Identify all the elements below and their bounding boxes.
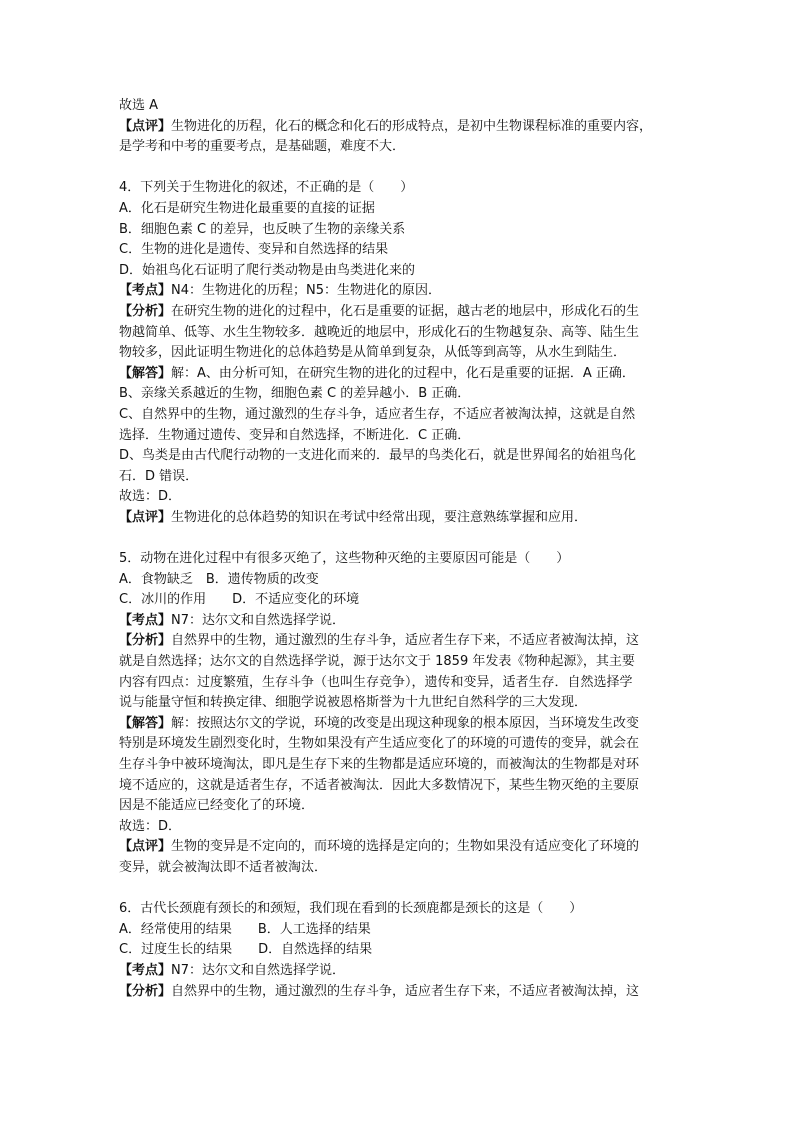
line-text: B、亲缘关系越近的生物，细胞色素 C 的差异越小．B 正确． <box>119 386 471 402</box>
document-body <box>119 96 677 1002</box>
line-text: 选择．生物通过遗传、变异和自然选择，不断进化．C 正确． <box>119 427 471 443</box>
line-text: 自然界中的生物，通过激烈的生存斗争，适应者生存下来，不适应者被淘汰掉，这 <box>171 983 640 999</box>
section-tag: 【分析】 <box>119 303 172 319</box>
line-text: C．冰川的作用 D．不适应变化的环境 <box>119 592 360 608</box>
paragraph-gap <box>119 879 677 900</box>
text-line <box>119 940 677 961</box>
text-line <box>119 652 677 673</box>
line-text: 生物的变异是不定向的，而环境的选择是定向的；生物如果没有适应变化了环境的 <box>171 839 640 855</box>
line-text: 生物进化的总体趋势的知识在考试中经常出现，要注意熟练掌握和应用． <box>171 509 588 525</box>
section-tag: 【解答】 <box>119 715 172 731</box>
text-line <box>119 426 677 447</box>
section-tag: 【点评】 <box>119 118 172 134</box>
text-line <box>119 837 677 858</box>
line-text: 生存斗争中被环境淘汰，即凡是生存下来的生物都是适应环境的，而被淘汰的生物都是对环 <box>119 757 640 772</box>
line-text: 物越简单、低等、水生生物较多．越晚近的地层中，形成化石的生物越复杂、高等、陆生生 <box>119 324 640 340</box>
text-line <box>119 178 677 199</box>
line-text: N4：生物进化的历程；N5：生物进化的原因． <box>171 283 442 299</box>
text-line <box>119 384 677 405</box>
text-line <box>119 590 677 611</box>
line-text: 因是不能适应已经变化了的环境． <box>119 798 315 814</box>
text-line <box>119 899 677 920</box>
text-line <box>119 611 677 632</box>
text-line <box>119 467 677 488</box>
line-text: B．细胞色素 C 的差异，也反映了生物的亲缘关系 <box>119 221 406 237</box>
section-tag: 【分析】 <box>119 633 172 649</box>
section-tag: 【点评】 <box>119 839 172 855</box>
text-line <box>119 96 677 117</box>
line-text: 变异，就会被淘汰即不适者被淘汰． <box>119 859 328 875</box>
text-line <box>119 673 677 694</box>
line-text: 4．下列关于生物进化的叙述，不正确的是（ ） <box>119 180 414 196</box>
text-line <box>119 487 677 508</box>
line-text: 物较多，因此证明生物进化的总体趋势是从简单到复杂，从低等到高等，从水生到陆生． <box>119 345 627 361</box>
line-text: 故选 A <box>119 98 159 113</box>
text-line <box>119 199 677 220</box>
text-line <box>119 776 677 797</box>
section-tag: 【分析】 <box>119 983 172 999</box>
line-text: 说与能量守恒和转换定律、细胞学说被恩格斯誉为十九世纪自然科学的三大发现． <box>119 695 588 711</box>
line-text: 石．D 错误． <box>119 468 199 484</box>
text-line <box>119 714 677 735</box>
text-line <box>119 920 677 941</box>
text-line <box>119 755 677 776</box>
line-text: 境不适应的，这就是适者生存，不适者被淘汰．因此大多数情况下，某些生物灭绝的主要原 <box>119 777 640 793</box>
paragraph-gap <box>119 528 677 549</box>
line-text: 生物进化的历程，化石的概念和化石的形成特点，是初中生物课程标准的重要内容， <box>171 118 653 134</box>
text-line <box>119 631 677 652</box>
line-text: 特别是环境发生剧烈变化时，生物如果没有产生适应变化了的环境的可遗传的变异，就会在 <box>119 736 640 752</box>
line-text: C．过度生长的结果 D．自然选择的结果 <box>119 942 373 958</box>
line-text: 6．古代长颈鹿有颈长的和颈短，我们现在看到的长颈鹿都是颈长的这是（ ） <box>119 901 583 917</box>
section-tag: 【考点】 <box>119 283 172 299</box>
section-tag: 【点评】 <box>119 509 172 525</box>
text-line <box>119 549 677 570</box>
text-line <box>119 446 677 467</box>
line-text: N7：达尔文和自然选择学说． <box>171 962 346 978</box>
line-text: 解：按照达尔文的学说，环境的改变是出现这种现象的根本原因，当环境发生改变 <box>171 715 640 731</box>
text-line <box>119 240 677 261</box>
text-line <box>119 570 677 591</box>
line-text: D．始祖鸟化石证明了爬行类动物是由鸟类进化来的 <box>119 262 416 278</box>
line-text: 5．动物在进化过程中有很多灭绝了，这些物种灭绝的主要原因可能是（ ） <box>119 551 570 567</box>
text-line <box>119 796 677 817</box>
line-text: 自然界中的生物，通过激烈的生存斗争，适应者生存下来，不适应者被淘汰掉，这 <box>171 633 640 649</box>
text-line <box>119 137 677 158</box>
text-line <box>119 323 677 344</box>
line-text: C、自然界中的生物，通过激烈的生存斗争，适应者生存，不适应者被淘汰掉，这就是自然 <box>119 406 636 422</box>
text-line <box>119 117 677 138</box>
text-line <box>119 693 677 714</box>
text-line <box>119 302 677 323</box>
line-text: D、鸟类是由古代爬行动物的一支进化而来的．最早的鸟类化石，就是世界闻名的始祖鸟化 <box>119 448 637 464</box>
text-line <box>119 961 677 982</box>
text-line <box>119 364 677 385</box>
text-line <box>119 508 677 529</box>
section-tag: 【考点】 <box>119 962 172 978</box>
section-tag: 【解答】 <box>119 365 172 381</box>
text-line <box>119 220 677 241</box>
line-text: A．化石是研究生物进化最重要的直接的证据 <box>119 200 375 216</box>
line-text: 内容有四点：过度繁殖，生存斗争（也叫生存竞争），遗传和变异，适者生存．自然选择学 <box>119 674 633 690</box>
line-text: 就是自然选择；达尔文的自然选择学说，源于达尔文于 1859 年发表《物种起源》，其主要 <box>119 654 635 670</box>
text-line <box>119 281 677 302</box>
text-line <box>119 734 677 755</box>
line-text: 故选：D． <box>119 818 182 834</box>
text-line <box>119 858 677 879</box>
line-text: 解：A、由分析可知，在研究生物的进化的过程中，化石是重要的证据．A 正确． <box>171 365 635 381</box>
line-text: A．食物缺乏 B．遗传物质的改变 <box>119 571 319 587</box>
line-text: C．生物的进化是遗传、变异和自然选择的结果 <box>119 242 389 258</box>
text-line <box>119 982 677 1003</box>
section-tag: 【考点】 <box>119 612 172 628</box>
line-text: N7：达尔文和自然选择学说． <box>171 612 346 628</box>
text-line <box>119 261 677 282</box>
line-text: 在研究生物的进化的过程中，化石是重要的证据，越古老的地层中，形成化石的生 <box>171 303 640 319</box>
line-text: 故选：D． <box>119 489 182 505</box>
line-text: 是学考和中考的重要考点，是基础题，难度不大． <box>119 139 406 155</box>
text-line <box>119 405 677 426</box>
text-line <box>119 343 677 364</box>
paragraph-gap <box>119 158 677 179</box>
text-line <box>119 817 677 838</box>
line-text: A．经常使用的结果 B．人工选择的结果 <box>119 921 371 937</box>
